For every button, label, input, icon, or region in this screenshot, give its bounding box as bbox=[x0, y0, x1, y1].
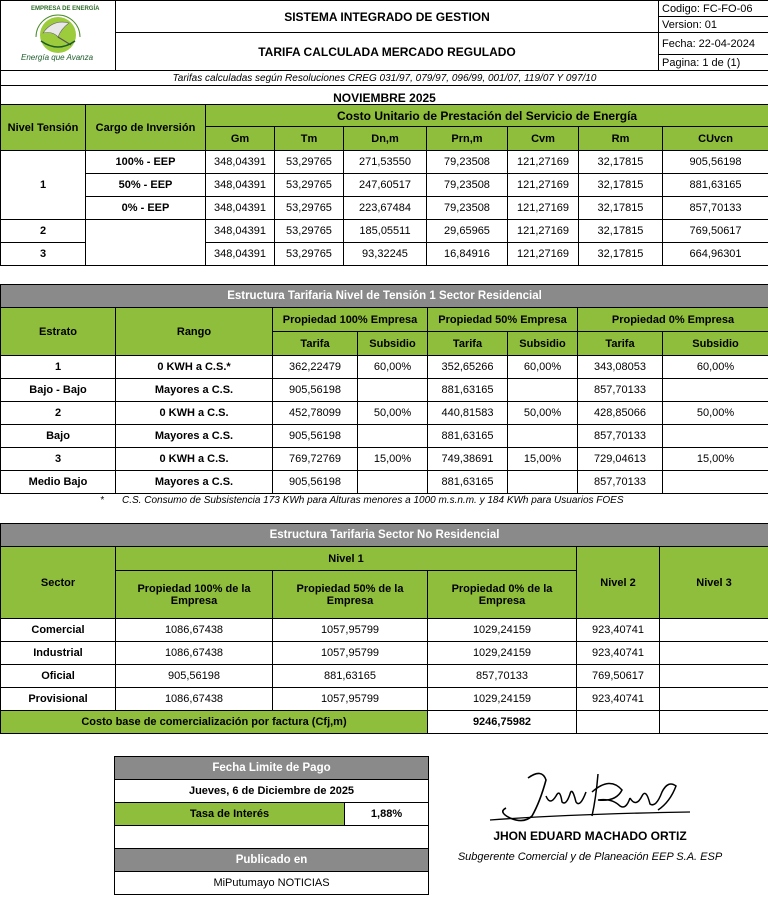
doc-version: Version: 01 bbox=[659, 17, 768, 33]
estrato-cell: Bajo bbox=[1, 425, 116, 448]
costo-base-value: 9246,75982 bbox=[428, 711, 577, 734]
table-cell: 769,50617 bbox=[663, 220, 768, 243]
table-cell bbox=[508, 379, 578, 402]
publicado-value: MiPutumayo NOTICIAS bbox=[115, 872, 429, 895]
rango-cell: Mayores a C.S. bbox=[116, 425, 273, 448]
empty-cell bbox=[577, 711, 660, 734]
fecha-limite-value: Jueves, 6 de Diciembre de 2025 bbox=[115, 780, 429, 803]
table-cell: 343,08053 bbox=[578, 356, 663, 379]
table-cell: 53,29765 bbox=[275, 243, 344, 266]
col-tarifa: Tarifa bbox=[428, 332, 508, 356]
sector-cell: Industrial bbox=[1, 642, 116, 665]
table-cell: 1086,67438 bbox=[116, 642, 273, 665]
col-header: Tm bbox=[275, 127, 344, 151]
table-cell bbox=[660, 665, 768, 688]
nivel-cell: 2 bbox=[1, 220, 86, 243]
cargo-cell: 0% - EEP bbox=[86, 197, 206, 220]
table-cell: 1029,24159 bbox=[428, 688, 577, 711]
table-row bbox=[1, 665, 768, 688]
table-cell: 60,00% bbox=[358, 356, 428, 379]
table-cell: 452,78099 bbox=[273, 402, 358, 425]
tasa-interes-label: Tasa de Interés bbox=[115, 803, 345, 826]
table-cell: 857,70133 bbox=[578, 425, 663, 448]
table-cell: 53,29765 bbox=[275, 174, 344, 197]
table-row bbox=[1, 425, 768, 448]
table-cell: 348,04391 bbox=[206, 220, 275, 243]
table-cell: 923,40741 bbox=[577, 688, 660, 711]
cs-note: C.S. Consumo de Subsistencia 173 KWh para Alturas menores a 1000 m.s.n.m. y 184 KWh para Usuarios FOES bbox=[122, 495, 624, 506]
month-title: NOVIEMBRE 2025 bbox=[1, 86, 768, 110]
table-cell: 247,60517 bbox=[344, 174, 427, 197]
estrato-cell: 2 bbox=[1, 402, 116, 425]
signer-role: Subgerente Comercial y de Planeación EEP S.A. ESP bbox=[457, 851, 723, 863]
table-cell: 121,27169 bbox=[508, 243, 579, 266]
table-cell: 1057,95799 bbox=[273, 619, 428, 642]
table-cell: 32,17815 bbox=[579, 197, 663, 220]
table-cell: 53,29765 bbox=[275, 151, 344, 174]
table-cell: 53,29765 bbox=[275, 220, 344, 243]
table-cell bbox=[663, 471, 768, 494]
resoluciones-line: Tarifas calculadas según Resoluciones CREG 031/97, 079/97, 096/99, 001/07, 119/07 Y 097/10 bbox=[1, 71, 768, 86]
signature-image bbox=[480, 762, 710, 832]
table-row bbox=[1, 688, 768, 711]
table-cell: 348,04391 bbox=[206, 197, 275, 220]
table-cell bbox=[508, 471, 578, 494]
nivel-cell: 3 bbox=[1, 243, 86, 266]
col-header: Rm bbox=[579, 127, 663, 151]
col-header: Cvm bbox=[508, 127, 579, 151]
table-cell: 1086,67438 bbox=[116, 619, 273, 642]
estrato-cell: 1 bbox=[1, 356, 116, 379]
rango-cell: Mayores a C.S. bbox=[116, 379, 273, 402]
table-row bbox=[1, 642, 768, 665]
table-cell: 121,27169 bbox=[508, 220, 579, 243]
table-cell bbox=[660, 642, 768, 665]
col-tarifa: Tarifa bbox=[578, 332, 663, 356]
empty-cell bbox=[660, 711, 768, 734]
table-cell: 769,72769 bbox=[273, 448, 358, 471]
estrato-cell: Medio Bajo bbox=[1, 471, 116, 494]
table-cell: 79,23508 bbox=[427, 174, 508, 197]
col-nivel-1: Nivel 1 bbox=[116, 547, 577, 571]
col-subsidio: Subsidio bbox=[508, 332, 578, 356]
table-cell: 881,63165 bbox=[428, 425, 508, 448]
table-cell: 121,27169 bbox=[508, 197, 579, 220]
table-cell bbox=[660, 619, 768, 642]
cargo-cell: 50% - EEP bbox=[86, 174, 206, 197]
table-cell: 79,23508 bbox=[427, 197, 508, 220]
table-cell: 923,40741 bbox=[577, 619, 660, 642]
table-cell: 857,70133 bbox=[428, 665, 577, 688]
col-rango: Rango bbox=[116, 308, 273, 356]
col-nivel-tension: Nivel Tensión bbox=[1, 105, 86, 151]
col-sector: Sector bbox=[1, 547, 116, 619]
costo-base-label: Costo base de comercialización por factura (Cfj,m) bbox=[1, 711, 428, 734]
table-cell: 32,17815 bbox=[579, 174, 663, 197]
estrato-cell: Bajo - Bajo bbox=[1, 379, 116, 402]
residencial-title: Estructura Tarifaria Nivel de Tensión 1 Sector Residencial bbox=[1, 285, 768, 308]
table-cell: 121,27169 bbox=[508, 174, 579, 197]
cs-note-star: * bbox=[100, 495, 104, 506]
table-cell: 749,38691 bbox=[428, 448, 508, 471]
table-cell: 348,04391 bbox=[206, 174, 275, 197]
table-cell: 29,65965 bbox=[427, 220, 508, 243]
table-cell: 923,40741 bbox=[577, 642, 660, 665]
doc-page: Pagina: 1 de (1) bbox=[659, 55, 768, 71]
table-cell bbox=[358, 379, 428, 402]
table-cell: 121,27169 bbox=[508, 151, 579, 174]
table-cell: 1057,95799 bbox=[273, 688, 428, 711]
table-cell: 50,00% bbox=[663, 402, 768, 425]
table-cell: 223,67484 bbox=[344, 197, 427, 220]
table-cell: 905,56198 bbox=[273, 471, 358, 494]
sector-cell: Oficial bbox=[1, 665, 116, 688]
col-tarifa: Tarifa bbox=[273, 332, 358, 356]
spacer-cell bbox=[115, 826, 429, 849]
table-cell: 905,56198 bbox=[663, 151, 768, 174]
nivel-cell: 1 bbox=[1, 151, 86, 220]
group-50: Propiedad 50% Empresa bbox=[428, 308, 578, 332]
col-subsidio: Subsidio bbox=[358, 332, 428, 356]
publicado-title: Publicado en bbox=[115, 849, 429, 872]
fecha-limite-title: Fecha Limite de Pago bbox=[115, 757, 429, 780]
col-prop-100: Propiedad 100% de la Empresa bbox=[116, 571, 273, 619]
residencial-table bbox=[0, 284, 768, 494]
table-row bbox=[1, 220, 768, 243]
col-nivel-2: Nivel 2 bbox=[577, 547, 660, 619]
estrato-cell: 3 bbox=[1, 448, 116, 471]
table-cell: 881,63165 bbox=[273, 665, 428, 688]
table-row bbox=[1, 619, 768, 642]
sector-cell: Comercial bbox=[1, 619, 116, 642]
no-residencial-table bbox=[0, 523, 768, 734]
cargo-cell: 100% - EEP bbox=[86, 151, 206, 174]
table-cell: 185,05511 bbox=[344, 220, 427, 243]
tasa-interes-value: 1,88% bbox=[345, 803, 429, 826]
table-cell: 32,17815 bbox=[579, 151, 663, 174]
table-cell: 664,96301 bbox=[663, 243, 768, 266]
table-cell: 905,56198 bbox=[273, 379, 358, 402]
doc-date: Fecha: 22-04-2024 bbox=[659, 33, 768, 55]
table-cell: 1057,95799 bbox=[273, 642, 428, 665]
col-header: Prn,m bbox=[427, 127, 508, 151]
col-header: Dn,m bbox=[344, 127, 427, 151]
col-subsidio: Subsidio bbox=[663, 332, 768, 356]
table-row bbox=[1, 379, 768, 402]
table-cell bbox=[663, 379, 768, 402]
group-0: Propiedad 0% Empresa bbox=[578, 308, 768, 332]
table-cell: 857,70133 bbox=[578, 379, 663, 402]
col-cargo-inversion: Cargo de Inversión bbox=[86, 105, 206, 151]
system-title: SISTEMA INTEGRADO DE GESTION bbox=[116, 1, 659, 33]
table-cell: 16,84916 bbox=[427, 243, 508, 266]
table-cell: 32,17815 bbox=[579, 243, 663, 266]
table-row bbox=[1, 151, 768, 174]
table-row bbox=[1, 174, 768, 197]
table-cell: 50,00% bbox=[358, 402, 428, 425]
logo-arc-text: EMPRESA DE ENERGÍA bbox=[31, 6, 100, 12]
table-cell: 352,65266 bbox=[428, 356, 508, 379]
table-cell: 271,53550 bbox=[344, 151, 427, 174]
table-cell: 857,70133 bbox=[663, 197, 768, 220]
table-cell: 60,00% bbox=[508, 356, 578, 379]
table-cell: 729,04613 bbox=[578, 448, 663, 471]
rango-cell: 0 KWH a C.S.* bbox=[116, 356, 273, 379]
cu-group-title: Costo Unitario de Prestación del Servicio de Energía bbox=[206, 105, 768, 127]
payment-box bbox=[114, 756, 429, 895]
table-cell bbox=[358, 425, 428, 448]
document-header bbox=[0, 0, 768, 110]
table-cell: 1029,24159 bbox=[428, 642, 577, 665]
col-header: Gm bbox=[206, 127, 275, 151]
table-cell bbox=[663, 425, 768, 448]
table-cell: 440,81583 bbox=[428, 402, 508, 425]
table-row bbox=[1, 197, 768, 220]
table-cell: 769,50617 bbox=[577, 665, 660, 688]
rango-cell: Mayores a C.S. bbox=[116, 471, 273, 494]
table-cell: 905,56198 bbox=[273, 425, 358, 448]
sector-cell: Provisional bbox=[1, 688, 116, 711]
signer-name: JHON EDUARD MACHADO ORTIZ bbox=[493, 829, 687, 843]
table-row bbox=[1, 356, 768, 379]
company-logo bbox=[1, 1, 116, 71]
table-cell: 348,04391 bbox=[206, 151, 275, 174]
table-cell: 79,23508 bbox=[427, 151, 508, 174]
rango-cell: 0 KWH a C.S. bbox=[116, 402, 273, 425]
table-cell: 857,70133 bbox=[578, 471, 663, 494]
rango-cell: 0 KWH a C.S. bbox=[116, 448, 273, 471]
table-cell: 1086,67438 bbox=[116, 688, 273, 711]
table-cell: 32,17815 bbox=[579, 220, 663, 243]
col-estrato: Estrato bbox=[1, 308, 116, 356]
table-cell: 15,00% bbox=[358, 448, 428, 471]
table-cell: 15,00% bbox=[663, 448, 768, 471]
table-cell: 93,32245 bbox=[344, 243, 427, 266]
group-100: Propiedad 100% Empresa bbox=[273, 308, 428, 332]
table-row bbox=[1, 402, 768, 425]
table-cell: 881,63165 bbox=[663, 174, 768, 197]
document-title: TARIFA CALCULADA MERCADO REGULADO bbox=[116, 33, 659, 71]
table-cell: 15,00% bbox=[508, 448, 578, 471]
table-cell: 881,63165 bbox=[428, 379, 508, 402]
table-cell: 881,63165 bbox=[428, 471, 508, 494]
table-row bbox=[1, 471, 768, 494]
table-row bbox=[1, 448, 768, 471]
table-cell: 428,85066 bbox=[578, 402, 663, 425]
table-cell: 905,56198 bbox=[116, 665, 273, 688]
table-cell: 50,00% bbox=[508, 402, 578, 425]
table-cell: 53,29765 bbox=[275, 197, 344, 220]
col-nivel-3: Nivel 3 bbox=[660, 547, 768, 619]
table-cell bbox=[660, 688, 768, 711]
table-cell bbox=[358, 471, 428, 494]
empty-cargo-cell bbox=[86, 220, 206, 266]
table-cell: 348,04391 bbox=[206, 243, 275, 266]
table-cell bbox=[508, 425, 578, 448]
table-cell: 1029,24159 bbox=[428, 619, 577, 642]
table-cell: 362,22479 bbox=[273, 356, 358, 379]
col-prop-50: Propiedad 50% de la Empresa bbox=[273, 571, 428, 619]
cu-table bbox=[0, 104, 768, 266]
no-residencial-title: Estructura Tarifaria Sector No Residencial bbox=[1, 524, 768, 547]
logo-slogan: Energía que Avanza bbox=[21, 53, 94, 62]
col-prop-0: Propiedad 0% de la Empresa bbox=[428, 571, 577, 619]
col-header: CUvcn bbox=[663, 127, 768, 151]
table-cell: 60,00% bbox=[663, 356, 768, 379]
doc-code: Codigo: FC-FO-06 bbox=[659, 1, 768, 17]
